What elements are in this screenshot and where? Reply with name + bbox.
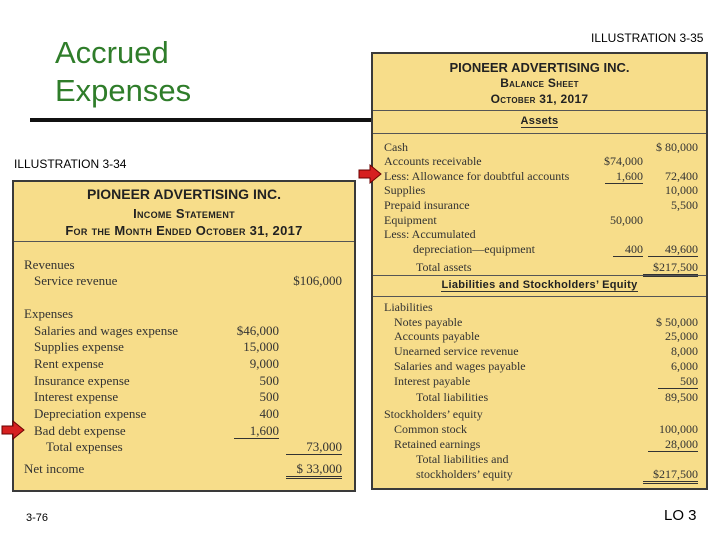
bs-net-ar-value: 72,400 bbox=[665, 169, 698, 183]
is-period: For the Month Ended October 31, 2017 bbox=[65, 223, 303, 238]
bs-total-assets-value: $217,500 bbox=[643, 260, 698, 277]
slide-title bbox=[55, 34, 191, 110]
bs-assets-heading bbox=[373, 115, 706, 127]
bs-accum-label-2: depreciation—equipment bbox=[413, 242, 535, 256]
bs-total-assets-label: Total assets bbox=[416, 260, 472, 274]
arrow-right-icon bbox=[1, 420, 25, 440]
bs-assets-heading-text: Assets bbox=[520, 115, 559, 127]
is-revenues-label: Revenues bbox=[24, 257, 75, 272]
bs-liability-label: Salaries and wages payable bbox=[394, 359, 526, 373]
is-header-rule bbox=[14, 241, 354, 242]
bs-company: PIONEER ADVERTISING INC. bbox=[449, 60, 630, 75]
bs-retained-value: 28,000 bbox=[648, 437, 698, 452]
bs-prepaid-value: 5,500 bbox=[671, 198, 698, 212]
bs-total-le-label-1: Total liabilities and bbox=[416, 452, 509, 466]
bs-statement-title: Balance Sheet bbox=[500, 76, 579, 90]
bs-liability-value: 25,000 bbox=[665, 329, 698, 343]
title-line-2: Expenses bbox=[55, 73, 192, 108]
bs-liability-value: $ 50,000 bbox=[656, 315, 698, 329]
is-expense-value: 500 bbox=[259, 373, 279, 388]
bs-le-rule-bottom bbox=[373, 296, 706, 297]
is-expense-value: 500 bbox=[259, 389, 279, 404]
bs-le-heading bbox=[373, 279, 706, 291]
is-expense-value: $46,000 bbox=[236, 323, 279, 338]
bs-total-le-value: $217,500 bbox=[643, 467, 698, 484]
is-expenses-label: Expenses bbox=[24, 306, 74, 321]
bs-se-label: Stockholders’ equity bbox=[384, 407, 483, 421]
is-total-expenses-label: Total expenses bbox=[46, 439, 123, 454]
bs-liability-label: Accounts payable bbox=[394, 329, 480, 343]
is-expense-label: Supplies expense bbox=[34, 339, 124, 354]
bs-liability-label: Notes payable bbox=[394, 315, 463, 329]
title-divider bbox=[30, 118, 375, 122]
bs-equipment-label: Equipment bbox=[384, 213, 437, 227]
bs-common-stock-label: Common stock bbox=[394, 422, 468, 436]
is-expense-label: Insurance expense bbox=[34, 373, 130, 388]
bs-assets-rule bbox=[373, 133, 706, 134]
bs-liability-label: Unearned service revenue bbox=[394, 344, 519, 358]
bs-ar-value: $74,000 bbox=[604, 154, 643, 168]
bs-prepaid-label: Prepaid insurance bbox=[384, 198, 470, 212]
income-statement-panel bbox=[12, 180, 356, 492]
bs-supplies-value: 10,000 bbox=[665, 183, 698, 197]
is-service-revenue-value: $106,000 bbox=[293, 273, 342, 288]
is-expense-value: 15,000 bbox=[243, 339, 279, 354]
bs-accum-label: Less: Accumulated bbox=[384, 227, 476, 241]
is-expense-label: Interest expense bbox=[34, 389, 119, 404]
is-expense-label: Rent expense bbox=[34, 356, 104, 371]
illustration-label-left: ILLUSTRATION 3-34 bbox=[14, 157, 127, 171]
bs-liability-value: 500 bbox=[658, 374, 698, 389]
page-number: 3-76 bbox=[26, 512, 49, 524]
bs-common-stock-value: 100,000 bbox=[659, 422, 698, 436]
is-total-expenses-value: 73,000 bbox=[286, 440, 342, 455]
bs-supplies-label: Supplies bbox=[384, 183, 426, 197]
is-service-revenue-label: Service revenue bbox=[34, 273, 118, 288]
bs-cash-value: $ 80,000 bbox=[656, 140, 698, 154]
is-net-income-label: Net income bbox=[24, 461, 85, 476]
bs-total-le-label-2: stockholders’ equity bbox=[416, 467, 513, 481]
title-line-1: Accrued bbox=[55, 35, 169, 70]
bs-net-equip-value: 49,600 bbox=[648, 242, 698, 257]
bs-le-heading-text: Liabilities and Stockholders’ Equity bbox=[441, 279, 638, 291]
bs-ar-label: Accounts receivable bbox=[384, 154, 482, 168]
bs-le-rule-top bbox=[373, 275, 706, 276]
bs-header-rule bbox=[373, 110, 706, 111]
bs-retained-label: Retained earnings bbox=[394, 437, 481, 451]
is-company: PIONEER ADVERTISING INC. bbox=[87, 186, 281, 202]
is-expense-value: 1,600 bbox=[234, 424, 279, 439]
bs-date: October 31, 2017 bbox=[490, 92, 589, 106]
bs-allowance-value: 1,600 bbox=[605, 169, 643, 184]
bs-total-liabilities-label: Total liabilities bbox=[416, 390, 489, 404]
bs-accum-value: 400 bbox=[613, 242, 643, 257]
learning-objective: LO 3 bbox=[664, 507, 697, 524]
is-expense-label: Bad debt expense bbox=[34, 423, 126, 438]
is-statement-title: Income Statement bbox=[133, 206, 235, 221]
is-expense-value: 400 bbox=[259, 406, 279, 421]
is-expense-value: 9,000 bbox=[249, 356, 279, 371]
is-net-income-value: $ 33,000 bbox=[286, 462, 342, 479]
bs-liability-label: Interest payable bbox=[394, 374, 471, 388]
bs-allowance-label: Less: Allowance for doubtful accounts bbox=[384, 169, 570, 183]
bs-total-liabilities-value: 89,500 bbox=[665, 390, 698, 404]
bs-liability-value: 6,000 bbox=[671, 359, 698, 373]
balance-sheet-panel bbox=[371, 52, 708, 490]
arrow-right-icon bbox=[358, 164, 382, 184]
bs-cash-label: Cash bbox=[384, 140, 408, 154]
bs-equipment-value: 50,000 bbox=[610, 213, 643, 227]
is-expense-label: Salaries and wages expense bbox=[34, 323, 179, 338]
is-expense-label: Depreciation expense bbox=[34, 406, 147, 421]
illustration-label-right: ILLUSTRATION 3-35 bbox=[591, 31, 704, 45]
bs-liabilities-label: Liabilities bbox=[384, 300, 433, 314]
bs-liability-value: 8,000 bbox=[671, 344, 698, 358]
